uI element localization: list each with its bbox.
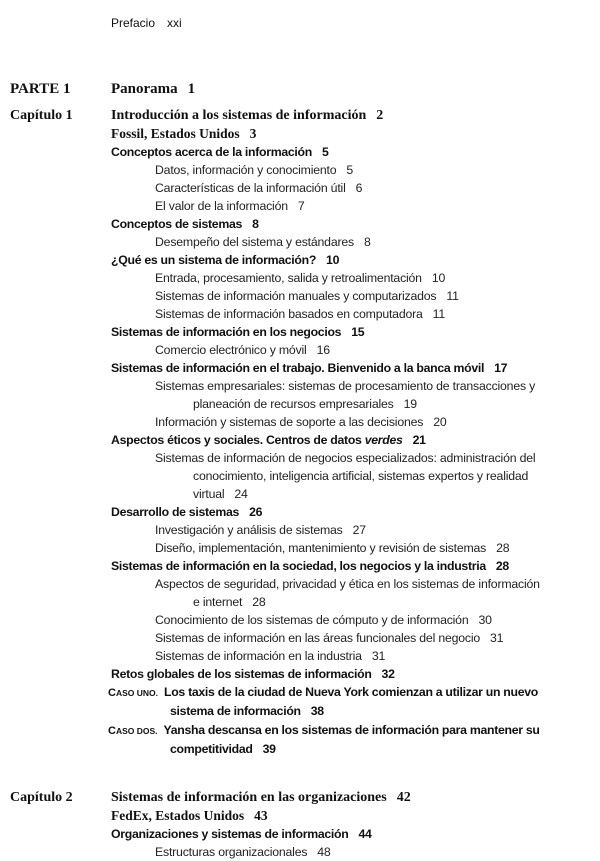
toc-cont-entry [0, 593, 600, 611]
entry-text [111, 557, 509, 575]
entry-title: Desempeño del sistema y estándares [155, 235, 354, 249]
toc-section-entry [0, 557, 600, 575]
toc-case-entry [0, 683, 600, 702]
page-number: 5 [321, 145, 329, 159]
toc-sub-entry [0, 287, 600, 305]
entry-text [111, 789, 411, 807]
page-number: 42 [396, 790, 411, 805]
entry-title: Yansha descansa en los sistemas de información para mantener su [163, 723, 540, 737]
entry-title: Introducción a los sistemas de información [111, 108, 367, 123]
page-number: 11 [432, 307, 446, 321]
entry-title: ¿Qué es un sistema de información? [111, 253, 317, 267]
page-number: 30 [478, 613, 492, 627]
entry-text [155, 413, 446, 431]
entry-text [111, 143, 329, 161]
entry-text [155, 629, 503, 647]
case-caption: CASO UNO. [108, 687, 158, 699]
entry-text [155, 161, 353, 179]
entry-title: Aspectos éticos y sociales. Centros de datos [111, 433, 362, 447]
entry-title: Información y sistemas de soporte a las decisiones [155, 415, 424, 429]
toc-chapter-entry [0, 789, 600, 807]
page-number: 38 [310, 704, 324, 718]
entry-title: Los taxis de la ciudad de Nueva York comienzan a utilizar un nuevo [163, 685, 539, 699]
entry-text [111, 107, 383, 125]
toc-sub-entry [0, 179, 600, 197]
entry-text [155, 611, 492, 629]
entry-text [111, 807, 268, 825]
toc-sub-entry [0, 629, 600, 647]
page-number: 1 [187, 81, 196, 97]
toc-part-entry [0, 80, 600, 100]
page-number: 20 [433, 415, 447, 429]
page-number: 19 [403, 397, 417, 411]
page-number: 24 [234, 487, 248, 501]
entry-title: Panorama [111, 81, 178, 97]
entry-title: Sistemas de información en las áreas funcionales del negocio [155, 631, 480, 645]
preface-page: xxi [167, 16, 182, 30]
entry-text [193, 485, 248, 503]
entry-text [111, 431, 426, 449]
entry-text [111, 503, 262, 521]
entry-text [155, 521, 366, 539]
toc-section-entry [0, 143, 600, 161]
page-number: 11 [446, 289, 459, 303]
toc-sub-entry [0, 377, 600, 395]
toc-case-study-entry [0, 807, 600, 825]
toc-sub-entry [0, 449, 600, 467]
entry-text [155, 233, 371, 251]
entry-title: El valor de la información [155, 199, 288, 213]
page-number: 39 [262, 742, 276, 756]
entry-title: e internet [193, 595, 243, 609]
entry-title: Conceptos de sistemas [111, 217, 243, 231]
entry-title: Sistemas de información en la industria [155, 649, 362, 663]
page-number: 7 [297, 199, 305, 213]
page-number: 10 [431, 271, 446, 285]
entry-title: conocimiento, inteligencia artificial, sistemas expertos y realidad [193, 469, 529, 483]
page-number: 8 [363, 235, 371, 249]
entry-title: Sistemas de información manuales y computarizados [155, 289, 437, 303]
page-number: 2 [376, 108, 384, 123]
page-number: 31 [490, 631, 504, 645]
toc-casecont-entry [0, 702, 600, 721]
toc-chapter-entry [0, 107, 600, 125]
toc-sub-entry [0, 843, 600, 861]
chapter-label: Capítulo 2 [10, 790, 73, 805]
entry-title: virtual [193, 487, 225, 501]
toc-sub-entry [0, 539, 600, 557]
entry-title: Sistemas de información basados en computadora [155, 307, 423, 321]
entry-title: Fossil, Estados Unidos [111, 126, 240, 141]
toc-cont-entry [0, 485, 600, 503]
toc-sub-entry [0, 413, 600, 431]
toc-section-entry [0, 359, 600, 377]
toc-sub-entry [0, 647, 600, 665]
entry-title: Aspectos de seguridad, privacidad y ética en los sistemas de información [155, 577, 540, 591]
entry-text [108, 683, 538, 703]
toc-sub-entry [0, 521, 600, 539]
entry-text [111, 665, 395, 683]
entry-text [111, 215, 259, 233]
page-number: 6 [355, 181, 363, 195]
page-number: 15 [351, 325, 365, 339]
page-number: 32 [381, 667, 395, 681]
toc-sub-entry [0, 161, 600, 179]
page-number: 17 [494, 361, 508, 375]
entry-text [111, 323, 364, 341]
entry-title: Conocimiento de los sistemas de cómputo y de información [155, 613, 469, 627]
entry-text [155, 449, 535, 467]
entry-title-italic: verdes [364, 433, 403, 447]
entry-text [108, 721, 540, 741]
toc-section-entry [0, 825, 600, 843]
entry-title: Desarrollo de sistemas [111, 505, 240, 519]
toc-casecont-entry [0, 740, 600, 759]
entry-text [111, 825, 372, 843]
entry-text [170, 740, 276, 759]
preface-entry [111, 16, 182, 30]
entry-text [111, 359, 507, 377]
page-number: 26 [249, 505, 263, 519]
entry-text [155, 575, 540, 593]
entry-text [155, 179, 362, 197]
entry-title: FedEx, Estados Unidos [111, 808, 245, 823]
entry-title: Sistemas empresariales: sistemas de procesamiento de transacciones y [155, 379, 536, 393]
entry-text [193, 467, 528, 485]
part-label: PARTE 1 [10, 81, 71, 97]
toc-sub-entry [0, 611, 600, 629]
toc-section-entry [0, 431, 600, 449]
entry-text [155, 197, 305, 215]
toc-section-entry [0, 323, 600, 341]
entry-text [155, 305, 445, 323]
entry-text [193, 395, 417, 413]
page-number: 27 [352, 523, 366, 537]
entry-title: Sistemas de información de negocios especializados: administración del [155, 451, 536, 465]
entry-text [111, 125, 256, 143]
toc-section-entry [0, 503, 600, 521]
entry-title: Comercio electrónico y móvil [155, 343, 307, 357]
toc-sub-entry [0, 197, 600, 215]
page-number: 28 [495, 559, 509, 573]
entry-title: Datos, información y conocimiento [155, 163, 337, 177]
entry-text [170, 702, 324, 721]
entry-title: Estructuras organizacionales [155, 845, 308, 859]
entry-title: Sistemas de información en la sociedad, los negocios y la industria [111, 559, 486, 573]
entry-text [155, 539, 509, 557]
page-number: 21 [412, 433, 426, 447]
page-number: 5 [346, 163, 353, 177]
preface-label: Prefacio [111, 16, 156, 30]
entry-text [155, 341, 330, 359]
entry-title: Sistemas de información en los negocios [111, 325, 342, 339]
entry-title: competitividad [170, 742, 253, 756]
entry-text [155, 287, 459, 305]
toc-section-entry [0, 215, 600, 233]
entry-title: Características de la información útil [155, 181, 346, 195]
page-number: 3 [249, 126, 257, 141]
entry-text [155, 377, 535, 395]
entry-text [193, 593, 266, 611]
entry-title: Sistemas de información en el trabajo. Bienvenido a la banca móvil [111, 361, 485, 375]
entry-title: Sistemas de información en las organizaciones [111, 790, 387, 805]
toc-section-entry [0, 665, 600, 683]
case-caption: CASO DOS. [108, 725, 158, 737]
entry-title: Retos globales de los sistemas de información [111, 667, 372, 681]
toc-cont-entry [0, 467, 600, 485]
page-number: 28 [496, 541, 510, 555]
page-number: 16 [316, 343, 330, 357]
page-number: 8 [252, 217, 259, 231]
entry-title: Organizaciones y sistemas de información [111, 827, 349, 841]
toc-section-entry [0, 251, 600, 269]
toc-case-study-entry [0, 125, 600, 143]
toc-sub-entry [0, 233, 600, 251]
entry-title: Diseño, implementación, mantenimiento y revisión de sistemas [155, 541, 487, 555]
toc-cont-entry [0, 395, 600, 413]
entry-text [155, 843, 331, 861]
entry-title: Conceptos acerca de la información [111, 145, 312, 159]
toc-sub-entry [0, 305, 600, 323]
page-number: 43 [254, 808, 268, 823]
toc-sub-entry [0, 575, 600, 593]
entry-text [111, 80, 195, 98]
entry-title: Entrada, procesamiento, salida y retroalimentación [155, 271, 422, 285]
page-number: 48 [317, 845, 331, 859]
page-number: 44 [358, 827, 372, 841]
page-number: 10 [326, 253, 340, 267]
entry-title: Investigación y análisis de sistemas [155, 523, 343, 537]
toc-sub-entry [0, 269, 600, 287]
page-number: 28 [252, 595, 266, 609]
entry-text [155, 647, 385, 665]
entry-text [111, 251, 339, 269]
toc-case-entry [0, 721, 600, 740]
entry-title: sistema de información [170, 704, 301, 718]
page-number: 31 [371, 649, 386, 663]
entry-text [155, 269, 445, 287]
toc-sub-entry [0, 341, 600, 359]
entry-title: planeación de recursos empresariales [193, 397, 394, 411]
chapter-label: Capítulo 1 [10, 108, 73, 123]
